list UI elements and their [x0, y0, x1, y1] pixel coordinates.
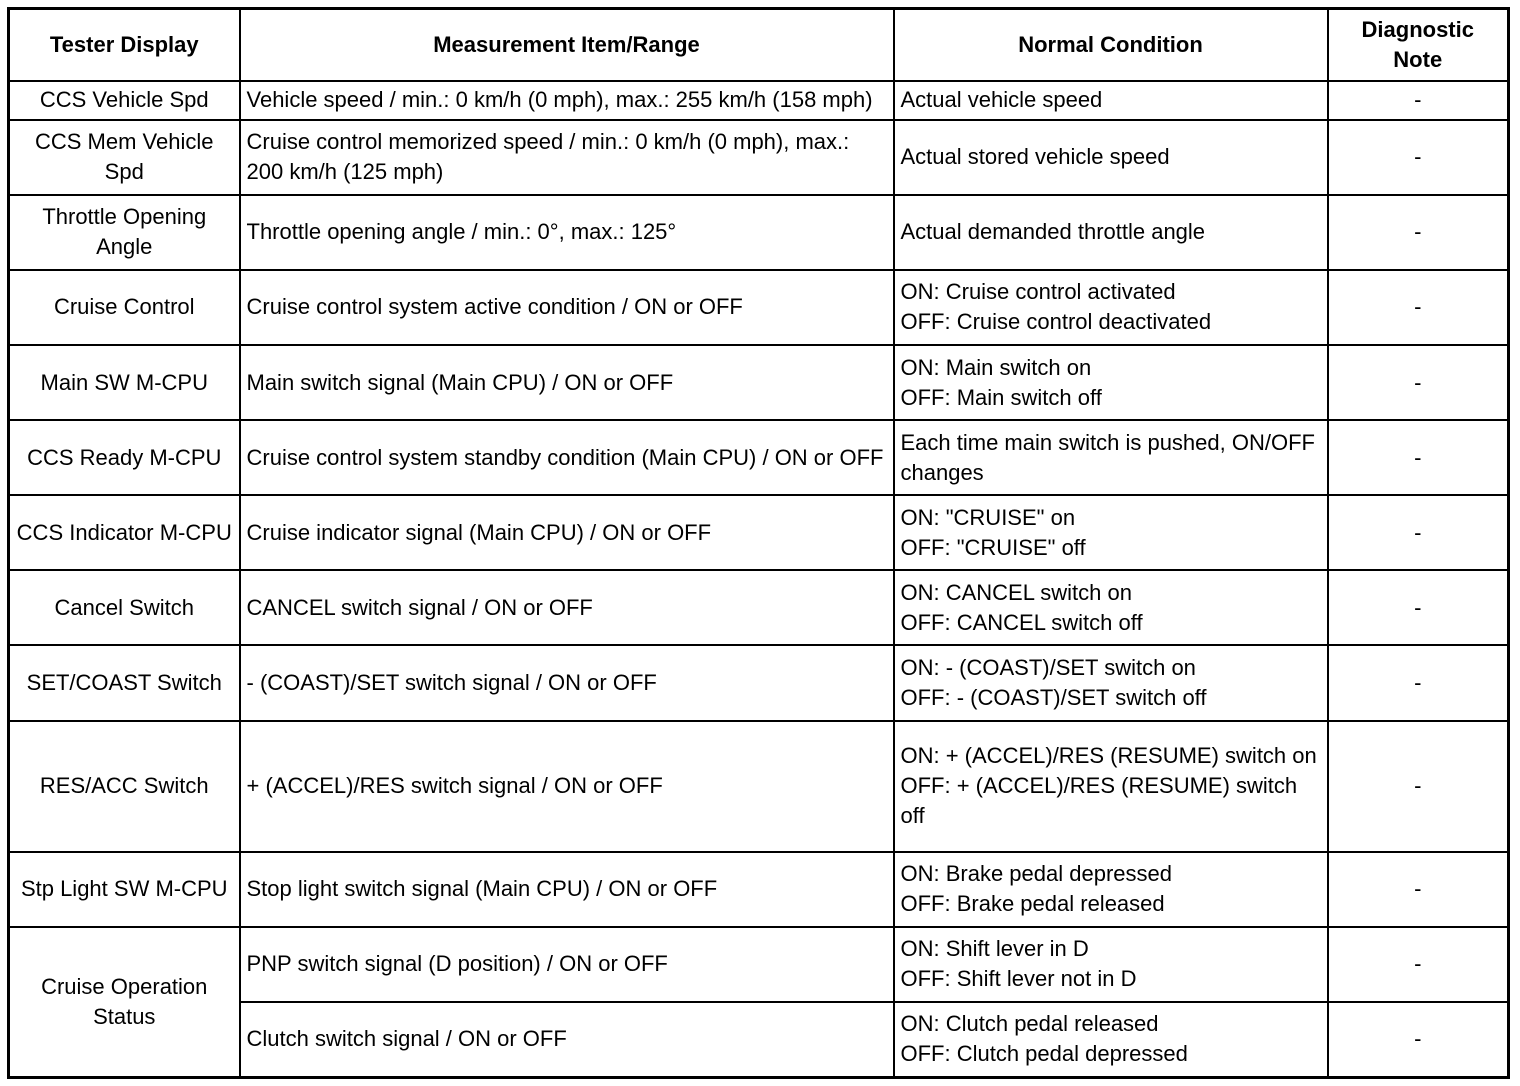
table-row [9, 420, 1509, 495]
condition-line-off: OFF: Cruise control deactivated [900, 309, 1212, 335]
diagnostic-note-cell: - [1328, 345, 1509, 420]
measurement-cell: Cruise control system standby condition (Main CPU) / ON or OFF [240, 420, 894, 495]
condition-line-off: OFF: Shift lever not in D [900, 966, 1137, 992]
condition-line-on: ON: CANCEL switch on [900, 579, 1132, 605]
table-row [9, 495, 1509, 570]
measurement-cell: Main switch signal (Main CPU) / ON or OFF [240, 345, 894, 420]
normal-condition-cell [894, 495, 1328, 570]
tester-display-cell: Cruise Operation Status [9, 927, 240, 1078]
diagnostic-note-cell: - [1328, 645, 1509, 720]
normal-condition-cell [894, 645, 1328, 720]
normal-condition-cell [894, 927, 1328, 1002]
normal-condition-cell [894, 420, 1328, 495]
normal-condition-cell [894, 345, 1328, 420]
condition-line-off: OFF: - (COAST)/SET switch off [900, 684, 1207, 710]
table-row [9, 721, 1509, 852]
condition-line-off: OFF: Clutch pedal depressed [900, 1041, 1188, 1067]
measurement-cell: Cruise control memorized speed / min.: 0 km/h (0 mph), max.: 200 km/h (125 mph) [240, 120, 894, 195]
measurement-cell: Cruise control system active condition / ON or OFF [240, 270, 894, 345]
condition-line-on: ON: - (COAST)/SET switch on [900, 654, 1196, 680]
diagnostic-note-cell: - [1328, 81, 1509, 120]
condition-line-off: OFF: CANCEL switch off [900, 609, 1143, 635]
header-normal-condition: Normal Condition [894, 9, 1328, 82]
diagnostic-note-cell: - [1328, 120, 1509, 195]
table-row [9, 645, 1509, 720]
tester-display-cell: Stp Light SW M-CPU [9, 852, 240, 927]
condition-line-on: ON: + (ACCEL)/RES (RESUME) switch on [900, 743, 1317, 768]
diagnostic-note-cell: - [1328, 195, 1509, 270]
table-row [9, 570, 1509, 645]
measurement-cell: Vehicle speed / min.: 0 km/h (0 mph), max.: 255 km/h (158 mph) [240, 81, 894, 120]
tester-display-cell: CCS Vehicle Spd [9, 81, 240, 120]
tester-display-cell: Main SW M-CPU [9, 345, 240, 420]
measurement-cell: Throttle opening angle / min.: 0°, max.: 125° [240, 195, 894, 270]
diagnostic-data-table [7, 7, 1510, 1079]
condition-line-off: OFF: Main switch off [900, 384, 1102, 410]
header-diagnostic-note: Diagnostic Note [1328, 9, 1509, 82]
table-header-row [9, 9, 1509, 82]
table-row [9, 195, 1509, 270]
diagnostic-note-cell: - [1328, 721, 1509, 852]
condition-line-on: ON: "CRUISE" on [900, 504, 1076, 530]
tester-display-cell: CCS Ready M-CPU [9, 420, 240, 495]
condition-line-off: OFF: Brake pedal released [900, 891, 1165, 917]
table-row [9, 120, 1509, 195]
condition-line-on: ON: Clutch pedal released [900, 1011, 1159, 1037]
condition-line-on: ON: Main switch on [900, 354, 1092, 380]
condition-line-off: OFF: "CRUISE" off [900, 534, 1086, 560]
normal-condition-cell [894, 81, 1328, 120]
normal-condition-cell [894, 1002, 1328, 1078]
diagnostic-note-cell: - [1328, 1002, 1509, 1078]
diagnostic-note-cell: - [1328, 852, 1509, 927]
measurement-cell: PNP switch signal (D position) / ON or OFF [240, 927, 894, 1002]
condition-line-off: OFF: + (ACCEL)/RES (RESUME) switch off [900, 773, 1298, 828]
condition-line-on: ON: Cruise control activated [900, 279, 1176, 305]
tester-display-cell: CCS Mem Vehicle Spd [9, 120, 240, 195]
tester-display-cell: CCS Indicator M-CPU [9, 495, 240, 570]
tester-display-cell: RES/ACC Switch [9, 721, 240, 852]
tester-display-cell: Cruise Control [9, 270, 240, 345]
table-row [9, 270, 1509, 345]
tester-display-cell: Cancel Switch [9, 570, 240, 645]
table-row [9, 81, 1509, 120]
diagnostic-note-cell: - [1328, 495, 1509, 570]
condition-line: Actual stored vehicle speed [900, 144, 1170, 170]
normal-condition-cell [894, 270, 1328, 345]
diagnostic-note-cell: - [1328, 420, 1509, 495]
measurement-cell: + (ACCEL)/RES switch signal / ON or OFF [240, 721, 894, 852]
condition-line: Each time main switch is pushed, ON/OFF changes [900, 429, 1315, 485]
table-row [9, 852, 1509, 927]
condition-line: Actual demanded throttle angle [900, 219, 1206, 245]
condition-line-on: ON: Shift lever in D [900, 936, 1089, 962]
normal-condition-cell [894, 195, 1328, 270]
normal-condition-cell [894, 852, 1328, 927]
header-tester-display: Tester Display [9, 9, 240, 82]
header-measurement-item-range: Measurement Item/Range [240, 9, 894, 82]
measurement-cell: CANCEL switch signal / ON or OFF [240, 570, 894, 645]
condition-line-on: ON: Brake pedal depressed [900, 861, 1172, 887]
normal-condition-cell [894, 120, 1328, 195]
condition-line: Actual vehicle speed [900, 87, 1103, 113]
normal-condition-cell [894, 570, 1328, 645]
measurement-cell: Stop light switch signal (Main CPU) / ON or OFF [240, 852, 894, 927]
tester-display-cell: SET/COAST Switch [9, 645, 240, 720]
table-row [9, 927, 1509, 1002]
measurement-cell: - (COAST)/SET switch signal / ON or OFF [240, 645, 894, 720]
diagnostic-note-cell: - [1328, 270, 1509, 345]
tester-display-cell: Throttle Opening Angle [9, 195, 240, 270]
normal-condition-cell [894, 721, 1328, 852]
measurement-cell: Cruise indicator signal (Main CPU) / ON or OFF [240, 495, 894, 570]
table-row [9, 345, 1509, 420]
measurement-cell: Clutch switch signal / ON or OFF [240, 1002, 894, 1078]
diagnostic-note-cell: - [1328, 927, 1509, 1002]
diagnostic-note-cell: - [1328, 570, 1509, 645]
